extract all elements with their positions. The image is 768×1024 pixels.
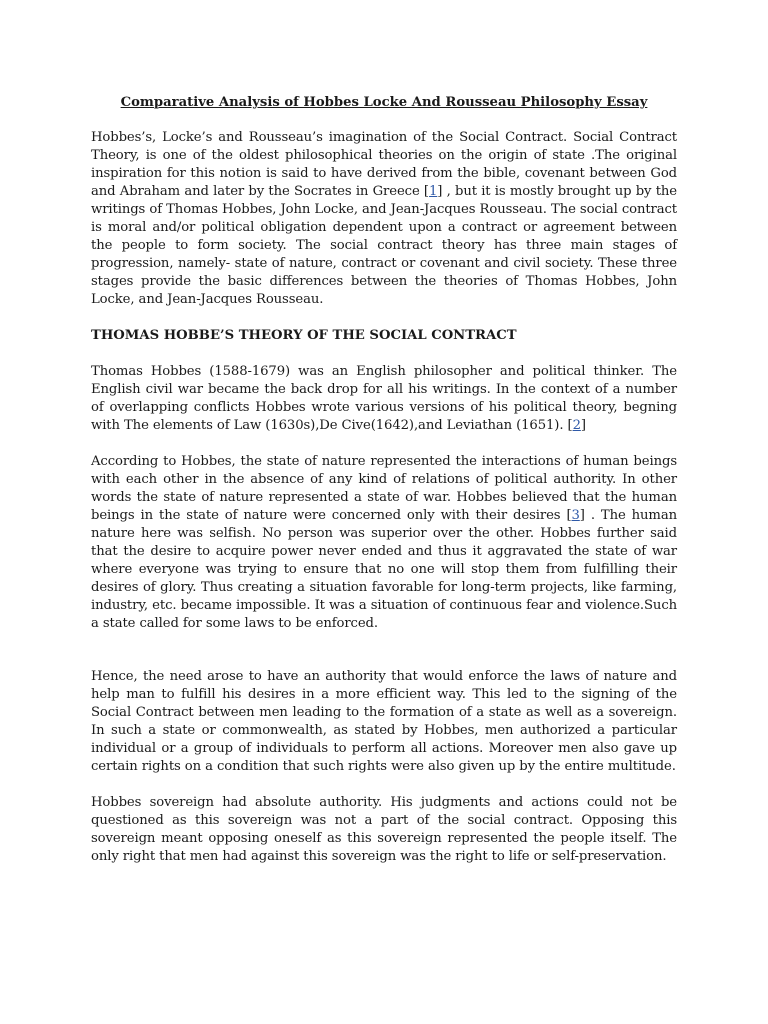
footnote-link-3[interactable]: 3 (571, 508, 580, 523)
hobbes-bio-text-1: Thomas Hobbes (1588-1679) was an English philosopher and political thinker. The English civil war became the back drop for all his writings. In the context of a number of overlapping conflicts Hobbes wrote various versions of his political theory, begning with The elements of Law (1630s),De Cive(1642),and Leviathan (1651). [ (91, 364, 677, 433)
state-of-nature-text-2: ] . The human nature here was selfish. No person was superior over the other. Hobbes further said that the desire to acquire power never ended and thus it aggravated the state of war where everyone was trying to ensure that no one will stop them from fulfilling their desires of glory. Thus creating a situation favorable for long-term projects, like farming, industry, etc. became impossible. It was a situation of continuous fear and violence.Such a state called for some laws to be enforced. (91, 508, 677, 631)
authority-paragraph: Hence, the need arose to have an authority that would enforce the laws of nature and help man to fulfill his desires in a more efficient way. This led to the signing of the Social Contract between men leading to the formation of a state as well as a sovereign. In such a state or commonwealth, as stated by Hobbes, men authorized a particular individual or a group of individuals to perform all actions. Moreover men also gave up certain rights on a condition that such rights were also given up by the entire multitude. (91, 669, 677, 774)
section-heading: THOMAS HOBBE’S THEORY OF THE SOCIAL CONTRACT (91, 328, 517, 343)
intro-paragraph (91, 129, 677, 309)
state-of-nature-text-1: According to Hobbes, the state of nature represented the interactions of human beings with each other in the absence of any kind of relations of political authority. In other words the state of nature represented a state of war. Hobbes believed that the human beings in the state of nature were concerned only with their desires [ (91, 454, 677, 523)
footnote-link-1[interactable]: 1 (428, 184, 438, 199)
intro-text-1: Hobbes’s, Locke’s and Rousseau’s imagination of the Social Contract. Social Contract Theory, is one of the oldest philosophical theories on the origin of state .The original inspiration for this notion is said to have derived from the bible, covenant between God and Abraham and later by the Socrates in Greece [ (91, 130, 677, 199)
state-of-nature-paragraph (91, 453, 677, 633)
intro-text-2: ] , but it is mostly brought up by the writings of Thomas Hobbes, John Locke, and Jean-Jacques Rousseau. The social contract is moral and/or political obligation dependent upon a contract or agreement between the people to form society. The social contract theory has three main stages of progression, namely- state of nature, contract or covenant and civil society. These three stages provide the basic differences between the theories of Thomas Hobbes, John Locke, and Jean-Jacques Rousseau. (91, 184, 677, 307)
hobbes-bio-text-2: ] (580, 418, 586, 433)
hobbes-bio-paragraph (91, 363, 677, 435)
footnote-link-2[interactable]: 2 (572, 418, 581, 433)
document-title: Comparative Analysis of Hobbes Locke And Rousseau Philosophy Essay (120, 95, 648, 110)
sovereign-paragraph: Hobbes sovereign had absolute authority. His judgments and actions could not be questioned as this sovereign was not a part of the social contract. Opposing this sovereign meant opposing oneself as this sovereign represented the people itself. The only right that men had against this sovereign was the right to life or self-preservation. (91, 795, 677, 864)
